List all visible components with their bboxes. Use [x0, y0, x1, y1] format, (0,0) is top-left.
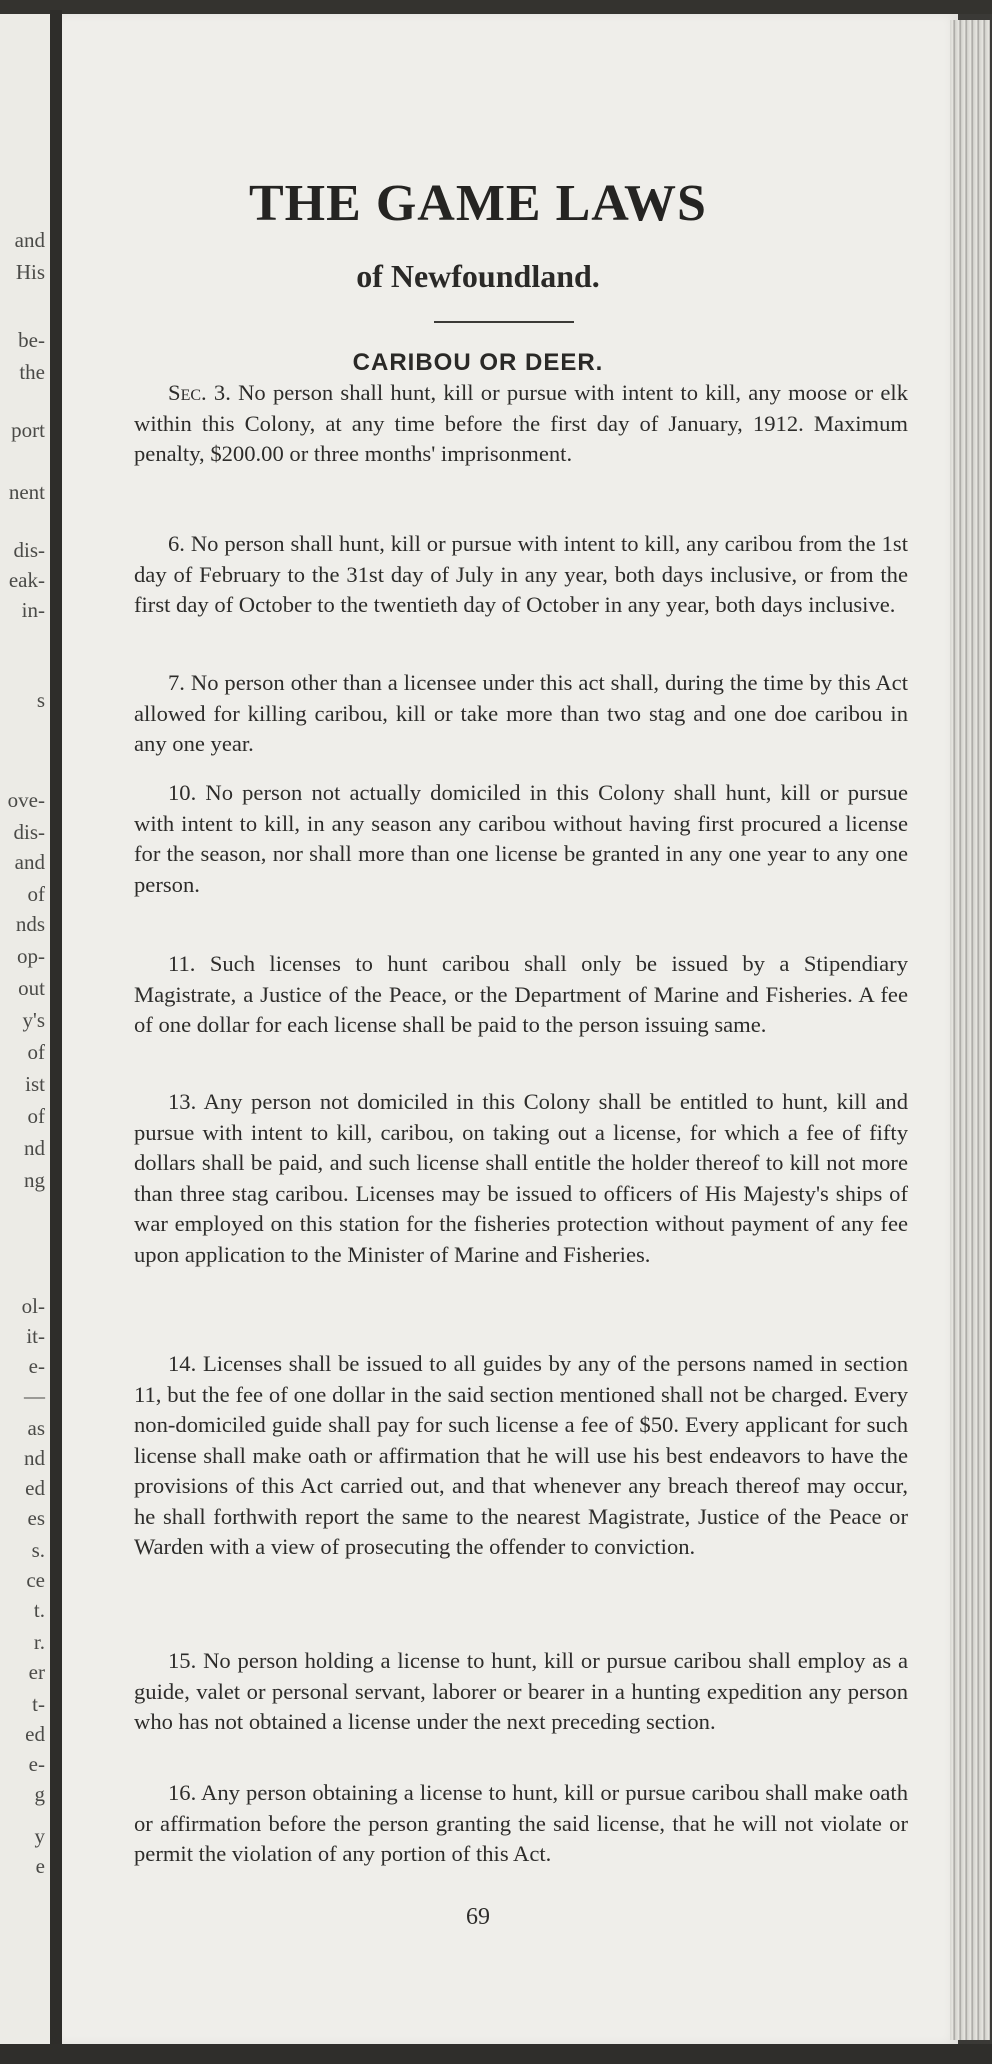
- facing-page-text: ist: [25, 1072, 45, 1096]
- section-text: 3. No person shall hunt, kill or pursue with intent to kill, any moose or elk within this Colony, at any time before the first day of January, 1912. Maximum penalty, $200.00 or three months' imprisonment.: [134, 380, 908, 466]
- title-rule: [434, 321, 574, 323]
- facing-page-text: nd: [24, 1136, 45, 1160]
- section-paragraph: 6. No person shall hunt, kill or pursue with intent to kill, any caribou from the 1st day of February to the 31st day of July in any year, both days inclusive, or from the first day of October to the twentieth day of October in any year, both days inclusive.: [134, 531, 908, 617]
- page-number: 69: [466, 1904, 490, 1930]
- facing-page-text: es: [27, 1506, 45, 1530]
- facing-page-text: ng: [24, 1168, 45, 1192]
- facing-page-text: as: [27, 1416, 45, 1440]
- facing-page-text: e: [35, 1854, 45, 1878]
- facing-page-text: the: [19, 360, 45, 384]
- facing-page-text: it-: [26, 1324, 45, 1348]
- facing-page-text: er: [28, 1660, 45, 1684]
- facing-page-text: of: [27, 1104, 45, 1128]
- facing-page-text: ed: [25, 1476, 45, 1500]
- facing-page-text: dis-: [13, 538, 45, 562]
- section-paragraph: [134, 378, 908, 470]
- facing-page-text: e-: [28, 1752, 45, 1776]
- page-content: [62, 14, 958, 2044]
- section-paragraph: 13. Any person not domiciled in this Colony shall be entitled to hunt, kill and pursue with intent to kill, caribou, on taking out a license, for which a fee of fifty dollars shall be paid, and such license shall entitle the holder thereof to kill not more than three stag caribou. Licenses may be issued to officers of His Majesty's ships of war employed on this station for the fisheries protection without payment of any fee upon application to the Minister of Marine and Fisheries.: [134, 1089, 908, 1267]
- facing-page-text: t-: [32, 1692, 45, 1716]
- section-paragraph: 14. Licenses shall be issued to all guides by any of the persons named in section 11, but the fee of one dollar in the said section mentioned shall not be charged. Every non-domiciled guide shall pay for such license a fee of $50. Every applicant for such license shall make oath or affirmation that he will use his best endeavors to have the provisions of this Act carried out, and that whenever any breach thereof may occur, he shall forthwith report the same to the nearest Magistrate, Justice of the Peace or Warden with a view of prosecuting the offender to conviction.: [134, 1351, 908, 1559]
- facing-page-text: ed: [25, 1722, 45, 1746]
- facing-page-text: s: [36, 688, 45, 712]
- facing-page-text: His: [15, 260, 45, 284]
- section-paragraph: 10. No person not actually domiciled in this Colony shall hunt, kill or pursue with intent to kill, in any season any caribou without having first procured a license for the season, nor shall more than one license be granted in any one year to any one person.: [134, 780, 908, 897]
- section-heading: CARIBOU OR DEER.: [352, 349, 604, 376]
- section-paragraph: 11. Such licenses to hunt caribou shall only be issued by a Stipendiary Magistrate, a Justice of the Peace, or the Department of Marine and Fisheries. A fee of one dollar for each license shall be paid to the person issuing same.: [134, 951, 908, 1037]
- facing-page-text: s.: [31, 1538, 45, 1562]
- facing-page-text: op-: [17, 944, 45, 968]
- facing-page-text: nent: [8, 480, 45, 504]
- facing-page-text: ol-: [21, 1294, 45, 1318]
- facing-page-text: port: [11, 418, 45, 442]
- facing-page-text: and: [14, 228, 45, 252]
- facing-page-text: eak-: [8, 568, 45, 592]
- section-paragraph: 15. No person holding a license to hunt, kill or pursue caribou shall employ as a guide, valet or personal servant, laborer or bearer in a hunting expedition any person who has not obtained a license under the next preceding section.: [134, 1648, 908, 1734]
- page-subtitle: of Newfoundland.: [356, 258, 600, 294]
- facing-page-text: and: [14, 850, 45, 874]
- facing-page-text: of: [27, 1040, 45, 1064]
- page-title: THE GAME LAWS: [249, 175, 707, 232]
- facing-page-text: out: [18, 976, 45, 1000]
- facing-page-text: y's: [22, 1008, 45, 1032]
- facing-page-text: y: [34, 1824, 45, 1848]
- facing-page-text: —: [24, 1384, 45, 1408]
- facing-page-text: be-: [18, 328, 45, 352]
- scan-bottom-edge: [0, 2044, 992, 2064]
- section-label: Sec.: [168, 380, 207, 405]
- scan-top-edge: [0, 0, 992, 14]
- facing-page-text: dis-: [13, 820, 45, 844]
- facing-page-text: t.: [33, 1598, 45, 1622]
- facing-page-text: of: [27, 882, 45, 906]
- facing-page-text: nd: [24, 1446, 45, 1470]
- facing-page-text: in-: [21, 598, 45, 622]
- section-paragraph: 7. No person other than a licensee under this act shall, during the time by this Act allowed for killing caribou, kill or take more than two stag and one doe caribou in any one year.: [134, 670, 908, 756]
- facing-page-text: nds: [15, 912, 45, 936]
- section-paragraph: 16. Any person obtaining a license to hunt, kill or pursue caribou shall make oath or affirmation before the person granting the said license, that he will not violate or permit the violation of any portion of this Act.: [134, 1780, 908, 1866]
- facing-page-text: ove-: [7, 788, 45, 812]
- facing-page-text: r.: [33, 1630, 45, 1654]
- facing-page-text: g: [34, 1782, 45, 1806]
- book-gutter: [50, 10, 62, 2054]
- facing-page-fragment: [0, 14, 50, 2050]
- facing-page-text: ce: [26, 1568, 45, 1592]
- facing-page-text: e-: [28, 1354, 45, 1378]
